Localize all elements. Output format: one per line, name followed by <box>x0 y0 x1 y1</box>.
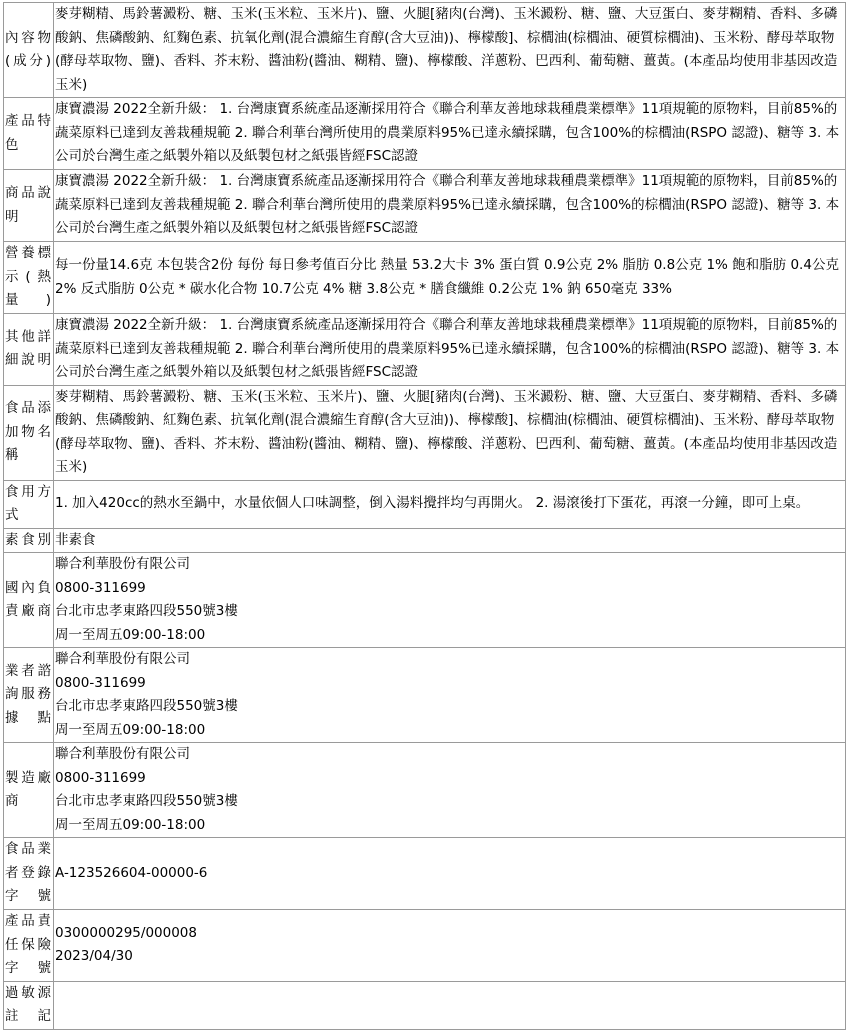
table-row-features <box>4 98 846 170</box>
company-address: 台北市忠孝東路四段550號3樓 <box>55 603 238 619</box>
company-info <box>54 648 846 743</box>
row-label: 食品添加物名稱 <box>4 385 54 480</box>
company-name: 聯合利華股份有限公司 <box>55 651 190 667</box>
row-value: 1. 加入420cc的熱水至鍋中，水量依個人口味調整，倒入湯料攪拌均勻再開火。 2. 湯滾後打下蛋花，再滾一分鐘，即可上桌。 <box>54 480 846 528</box>
row-label: 食用方式 <box>4 480 54 528</box>
table-row-manufacturer <box>4 743 846 838</box>
table-row-service-point <box>4 648 846 743</box>
row-value: 康寶濃湯 2022全新升級： 1. 台灣康寶系統產品逐漸採用符合《聯合利華友善地球栽種農業標準》11項規範的原物料，目前85%的蔬菜原料已達到友善栽種規範 2. 聯合利華台灣所使用的農業原料95%已達永續採購，包含100%的棕櫚油(RSPO 認證)、糖等 3. 本公司於台灣生產之紙製外箱以及紙製包材之紙張皆經FSC認證 <box>54 314 846 386</box>
row-label: 營養標示(熱量) <box>4 242 54 314</box>
company-info <box>54 553 846 648</box>
company-phone: 0800-311699 <box>55 769 146 786</box>
table-row-nutrition <box>4 242 846 314</box>
row-value: 非素食 <box>54 528 846 553</box>
product-spec-table <box>3 2 846 1030</box>
row-label: 業者諮詢服務據點 <box>4 648 54 743</box>
table-row-insurance <box>4 910 846 982</box>
table-row-additives <box>4 385 846 480</box>
table-row-usage <box>4 480 846 528</box>
table-row-vegetarian <box>4 528 846 553</box>
company-hours: 周一至周五09:00-18:00 <box>55 816 206 833</box>
company-hours: 周一至周五09:00-18:00 <box>55 626 206 643</box>
company-phone: 0800-311699 <box>55 579 146 596</box>
insurance-date: 2023/04/30 <box>55 948 133 965</box>
row-label: 食品業者登錄字號 <box>4 838 54 910</box>
row-label: 產品責任保險字號 <box>4 910 54 982</box>
row-label: 商品說明 <box>4 170 54 242</box>
company-info <box>54 743 846 838</box>
row-value <box>54 981 846 1029</box>
table-row-ingredients <box>4 3 846 98</box>
company-address: 台北市忠孝東路四段550號3樓 <box>55 793 238 809</box>
row-value: 麥芽糊精、馬鈴薯澱粉、糖、玉米(玉米粒、玉米片)、鹽、火腿[豬肉(台灣)、玉米澱粉、糖、鹽、大豆蛋白、麥芽糊精、香料、多磷酸鈉、焦磷酸鈉、紅麴色素、抗氧化劑(混合濃縮生育醇(含大豆油))、檸檬酸]、棕櫚油(棕櫚油、硬質棕櫚油)、玉米粉、酵母萃取物(酵母萃取物、鹽)、香料、芥末粉、醬油粉(醬油、糊精、鹽)、檸檬酸、洋蔥粉、巴西利、葡萄糖、薑黃。(本產品均使用非基因改造玉米) <box>54 385 846 480</box>
row-value: 康寶濃湯 2022全新升級： 1. 台灣康寶系統產品逐漸採用符合《聯合利華友善地球栽種農業標準》11項規範的原物料，目前85%的蔬菜原料已達到友善栽種規範 2. 聯合利華台灣所使用的農業原料95%已達永續採購，包含100%的棕櫚油(RSPO 認證)、糖等 3. 本公司於台灣生產之紙製外箱以及紙製包材之紙張皆經FSC認證 <box>54 170 846 242</box>
row-label: 素食別 <box>4 528 54 553</box>
company-hours: 周一至周五09:00-18:00 <box>55 721 206 738</box>
row-label: 過敏源註記 <box>4 981 54 1029</box>
row-label: 國內負責廠商 <box>4 553 54 648</box>
row-value: A-123526604-00000-6 <box>54 838 846 910</box>
insurance-number: 0300000295/000008 <box>55 924 197 941</box>
row-value: 康寶濃湯 2022全新升級： 1. 台灣康寶系統產品逐漸採用符合《聯合利華友善地球栽種農業標準》11項規範的原物料，目前85%的蔬菜原料已達到友善栽種規範 2. 聯合利華台灣所使用的農業原料95%已達永續採購，包含100%的棕櫚油(RSPO 認證)、糖等 3. 本公司於台灣生產之紙製外箱以及紙製包材之紙張皆經FSC認證 <box>54 98 846 170</box>
table-row-registration <box>4 838 846 910</box>
company-phone: 0800-311699 <box>55 674 146 691</box>
company-name: 聯合利華股份有限公司 <box>55 746 190 762</box>
row-value: 麥芽糊精、馬鈴薯澱粉、糖、玉米(玉米粒、玉米片)、鹽、火腿[豬肉(台灣)、玉米澱粉、糖、鹽、大豆蛋白、麥芽糊精、香料、多磷酸鈉、焦磷酸鈉、紅麴色素、抗氧化劑(混合濃縮生育醇(含大豆油))、檸檬酸]、棕櫚油(棕櫚油、硬質棕櫚油)、玉米粉、酵母萃取物(酵母萃取物、鹽)、香料、芥末粉、醬油粉(醬油、糊精、鹽)、檸檬酸、洋蔥粉、巴西利、葡萄糖、薑黃。(本產品均使用非基因改造玉米) <box>54 3 846 98</box>
company-name: 聯合利華股份有限公司 <box>55 556 190 572</box>
row-label: 其他詳細說明 <box>4 314 54 386</box>
table-row-details <box>4 314 846 386</box>
row-label: 內容物(成分) <box>4 3 54 98</box>
table-row-domestic-vendor <box>4 553 846 648</box>
table-row-allergen <box>4 981 846 1029</box>
row-value: 每一份量14.6克 本包裝含2份 每份 每日參考值百分比 熱量 53.2大卡 3% 蛋白質 0.9公克 2% 脂肪 0.8公克 1% 飽和脂肪 0.4公克 2% 反式脂肪 0公克 * 碳水化合物 10.7公克 4% 糖 3.8公克 * 膳食纖維 0.2公克 1% 鈉 650毫克 33% <box>54 242 846 314</box>
insurance-info <box>54 910 846 982</box>
table-row-description <box>4 170 846 242</box>
row-label: 製造廠商 <box>4 743 54 838</box>
company-address: 台北市忠孝東路四段550號3樓 <box>55 698 238 714</box>
row-label: 產品特色 <box>4 98 54 170</box>
